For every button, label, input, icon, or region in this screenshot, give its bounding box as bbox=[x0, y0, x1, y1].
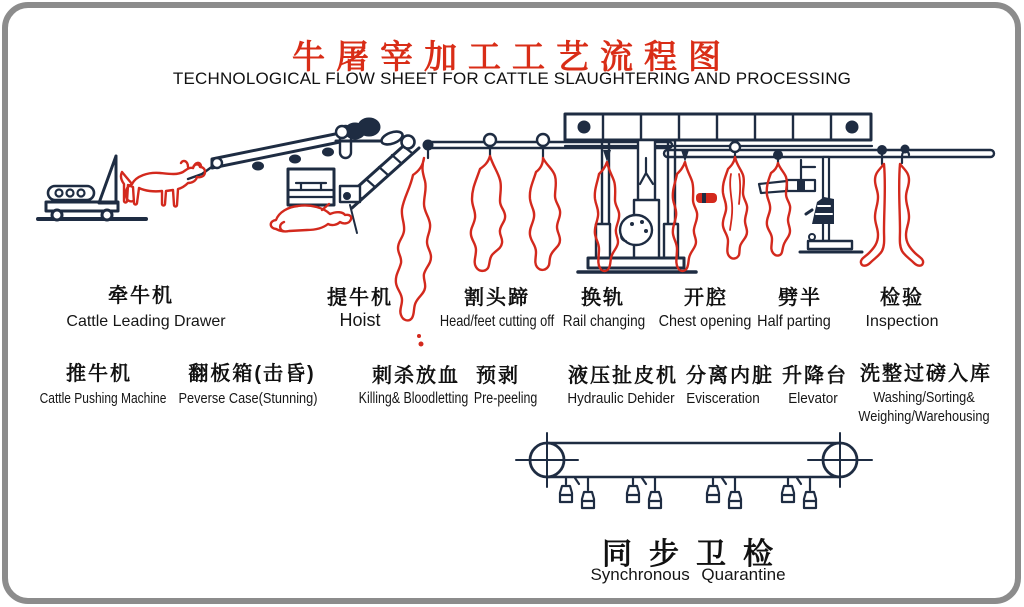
page-subtitle: TECHNOLOGICAL FLOW SHEET FOR CATTLE SLAUGHTERING AND PROCESSING bbox=[172, 69, 852, 88]
station-label-washing-en bbox=[858, 388, 989, 426]
station-label-elevator-zh: 升降台 bbox=[782, 365, 848, 387]
station-label-washing-zh: 洗整过磅入库 bbox=[860, 363, 992, 385]
station-label-evisceration-en: Evisceration bbox=[686, 390, 760, 407]
station-label-killing-zh: 刺杀放血 bbox=[372, 365, 460, 387]
killing-en-part: Killing& Bloodletting bbox=[358, 390, 469, 407]
station-label-killing-prepeeling-en bbox=[359, 390, 538, 408]
station-label-hoist-zh: 提牛机 bbox=[327, 287, 393, 309]
quarantine-label-en: Synchronous Quarantine bbox=[590, 565, 786, 584]
station-label-chest-opening-en: Chest opening bbox=[658, 313, 752, 330]
washing-en-line2: Weighing/Warehousing bbox=[858, 408, 990, 425]
station-label-rail-changing-zh: 换轨 bbox=[581, 287, 625, 309]
station-label-elevator-en: Elevator bbox=[788, 390, 838, 407]
quarantine-label-zh: 同步卫检 bbox=[602, 538, 790, 571]
cow-standing-figure bbox=[121, 161, 205, 207]
station-label-inspection-zh: 检验 bbox=[880, 287, 924, 309]
station-label-hoist-en: Hoist bbox=[339, 310, 381, 330]
station-label-dehider-zh: 液压扯皮机 bbox=[568, 365, 678, 387]
cow-stunned-figure bbox=[271, 204, 351, 231]
station-label-half-parting-en: Half parting bbox=[757, 313, 831, 330]
station-label-head-feet-zh: 割头蹄 bbox=[464, 287, 530, 309]
station-label-inspection-en: Inspection bbox=[865, 313, 939, 330]
station-label-rail-changing-en: Rail changing bbox=[562, 313, 646, 330]
station-label-dehider-en: Hydraulic Dehider bbox=[567, 390, 675, 407]
hanging-carcass-5 bbox=[673, 162, 717, 271]
station-label-leading-drawer-en: Cattle Leading Drawer bbox=[66, 313, 226, 330]
hanging-carcass-1 bbox=[396, 158, 431, 347]
hanging-carcass-6 bbox=[723, 157, 747, 259]
worker-figure-drawing bbox=[620, 215, 652, 245]
station-label-pushing-machine-zh: 推牛机 bbox=[66, 363, 132, 385]
station-label-chest-opening-zh: 开腔 bbox=[684, 287, 728, 309]
page-title: 牛屠宰加工工艺流程图 bbox=[292, 38, 732, 75]
station-label-evisceration-zh: 分离内脏 bbox=[686, 365, 774, 387]
half-carcass-pair bbox=[861, 164, 923, 266]
station-label-pushing-machine-en: Cattle Pushing Machine bbox=[39, 390, 167, 407]
quarantine-conveyor-drawing bbox=[516, 433, 872, 508]
cattle-pushing-machine-drawing bbox=[38, 156, 146, 220]
hanging-carcass-2 bbox=[471, 156, 505, 271]
station-label-half-parting-zh: 劈半 bbox=[778, 287, 822, 309]
station-label-reverse-case-zh: 翻板箱(击昏) bbox=[188, 363, 316, 385]
hanging-carcass-7 bbox=[767, 163, 790, 256]
elevator-post-drawing bbox=[800, 157, 862, 252]
leading-conveyor-drawing bbox=[212, 119, 380, 169]
station-label-head-feet-en: Head/feet cutting off bbox=[439, 313, 555, 330]
station-label-prepeeling-zh: 预剥 bbox=[476, 365, 520, 387]
station-label-leading-drawer-zh: 牵牛机 bbox=[108, 285, 174, 307]
washing-en-line1: Washing/Sorting& bbox=[873, 389, 975, 406]
hanging-carcass-3 bbox=[530, 158, 560, 270]
prepeeling-en-part: Pre-peeling bbox=[473, 390, 538, 407]
station-label-reverse-case-en: Peverse Case(Stunning) bbox=[178, 390, 318, 407]
